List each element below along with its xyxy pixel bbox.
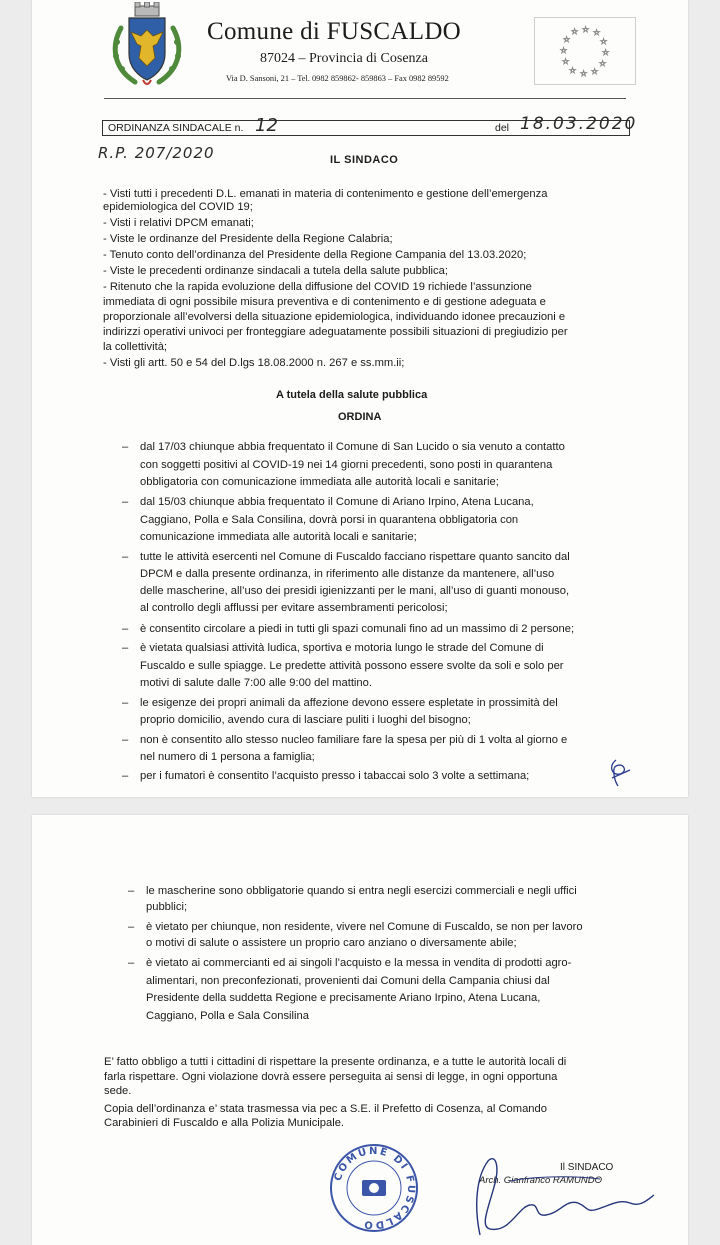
section-title: A tutela della salute pubblica [276,389,428,401]
order-line: per i fumatori è consentito l’acquisto presso i tabaccai solo 3 volte a settimana; [140,770,530,782]
premise-line: - Viste le ordinanze del Presidente della Regione Calabria; [103,233,393,245]
coat-of-arms-icon [107,2,187,90]
svg-text:☆: ☆ [593,28,601,37]
order-line: tutte le attività esercenti nel Comune di Fuscaldo facciano rispettare quanto sancito dal [140,551,570,563]
premise-line: proporzionale all’evolversi della situazione epidemiologica, individuando idonee precauzioni e [103,311,566,323]
eu-stars-icon [535,18,635,84]
commune-address: Via D. Sansoni, 21 – Tel. 0982 859862- 859863 – Fax 0982 89592 [226,74,449,83]
order-line: non è consentito allo stesso nucleo familiare fare la spesa per più di 1 volta al giorno e [140,734,568,746]
svg-text:☆: ☆ [569,66,577,75]
order-line: con soggetti positivi al COVID-19 nei 14 giorni precedenti, sono posti in quarantena [140,459,553,471]
list-bullet: – [128,921,135,933]
section-verb: ORDINA [338,411,382,423]
ordinance-box [102,114,638,136]
order-line: dal 15/03 chiunque abbia frequentato il Comune di Ariano Irpino, Atena Lucana, [140,496,534,508]
svg-text:☆: ☆ [600,37,608,46]
order-line: le mascherine sono obbligatorie quando si entra negli esercizi commerciali e negli uffici [146,885,577,897]
initials-mark [602,756,636,790]
premise-line: - Viste le precedenti ordinanze sindacali a tutela della salute pubblica; [103,265,448,277]
list-bullet: – [128,885,135,897]
svg-text:☆: ☆ [602,48,610,57]
svg-text:☆: ☆ [571,27,579,36]
closing-line: farla rispettare. Ogni violazione dovrà essere perseguita ai sensi di legge, in ogni opportuna [104,1071,558,1083]
order-line: nel numero di 1 persona a famiglia; [140,751,315,763]
premise-line: la collettività; [103,341,168,353]
document-page-1 [32,0,688,797]
order-line: Caggiano, Polla e Sala Consilina, dovrà porsi in quarantena obbligatoria con [140,514,519,526]
order-line: è vietato per chiunque, non residente, vivere nel Comune di Fuscaldo, se non per lavoro [146,921,583,933]
order-line: è vietato ai commercianti ed ai singoli l’acquisto e la messa in vendita di prodotti agro- [146,957,572,969]
svg-text:☆: ☆ [562,57,570,66]
commune-province: 87024 – Provincia di Cosenza [260,51,428,66]
ordinance-date-label: del [495,122,510,134]
commune-name: Comune di FUSCALDO [207,18,462,45]
order-line: o motivi di salute o assistere un proprio caro anziano o diversamente abile; [146,937,517,949]
list-bullet: – [122,551,129,563]
order-line: alimentari, non preconfezionati, provenienti dai Comuni della Campania chiusi dal [146,975,550,987]
order-line: dal 17/03 chiunque abbia frequentato il Comune di San Lucido o sia venuto a contatto [140,441,565,453]
svg-text:☆: ☆ [591,67,599,76]
signature-name: Arch. Gianfranco RAMUNDO [479,1175,603,1186]
stamp-text: COMUNE DI FUSCALDO [332,1145,417,1231]
closing-line: Copia dell’ordinanza e’ stata trasmessa via pec a S.E. il Prefetto di Cosenza, al Comando [104,1103,547,1115]
order-line: delle mascherine, all’uso dei presidi igienizzanti per le mani, all’uso di guanti monouso, [140,585,570,597]
ordinance-label: ORDINANZA SINDACALE n. [108,122,244,134]
order-line: DPCM e dalla presente ordinanza, in riferimento alle distanze da mantenere, all’uso [140,568,555,580]
order-line: pubblici; [146,901,188,913]
svg-text:☆: ☆ [582,25,590,34]
order-line: obbligatoria con comunicazione immediata alle autorità locali e sanitarie; [140,476,499,488]
order-line: al controllo degli afflussi per evitare assembramenti pericolosi; [140,602,448,614]
order-line: Caggiano, Polla e Sala Consilina [146,1010,309,1022]
premise-line: - Visti gli artt. 50 e 54 del D.lgs 18.08.2000 n. 267 e ss.mm.ii; [103,357,405,369]
premise-line: - Tenuto conto dell’ordinanza del Presidente della Regione Campania del 13.03.2020; [103,249,527,261]
order-line: proprio domicilio, avendo cura di lasciare puliti i luoghi del bisogno; [140,714,471,726]
header-divider [104,98,626,99]
handwritten-signature [470,1147,660,1239]
municipal-stamp [328,1142,420,1234]
premise-line: - Ritenuto che la rapida evoluzione della diffusione del COVID 19 richiede l’assunzione [103,281,532,293]
order-line: Presidente della suddetta Regione e precisamente Ariano Irpino, Atena Lucana, [146,992,541,1004]
svg-text:☆: ☆ [563,35,571,44]
document-heading: IL SINDACO [330,154,399,166]
premise-line: - Visti i relativi DPCM emanati; [103,217,254,229]
list-bullet: – [122,770,129,782]
list-bullet: – [122,441,129,453]
list-bullet: – [122,642,129,654]
svg-text:☆: ☆ [560,46,568,55]
premise-line: immediata di ogni possibile misura preventiva e di contenimento e di gestione adeguata e [103,296,546,308]
list-bullet: – [122,697,129,709]
order-line: è consentito circolare a piedi in tutti gli spazi comunali fino ad un massimo di 2 persone; [140,623,575,635]
order-line: le esigenze dei propri animali da affezione devono essere espletate in prossimità del [140,697,558,709]
order-line: Fuscaldo e sulle spiagge. Le predette attività possono essere svolte da soli e solo per [140,660,564,672]
svg-text:☆: ☆ [580,69,588,78]
protocol-number: R.P. 207/2020 [98,144,215,162]
signature-title: Il SINDACO [560,1162,614,1173]
ordinance-date: 18.03.2020 [520,114,638,134]
document-page-2 [32,815,688,1245]
premise-line: - Visti tutti i precedenti D.L. emanati in materia di contenimento e gestione dell’emergenza [103,188,548,200]
svg-text:☆: ☆ [599,59,607,68]
closing-line: Carabinieri di Fuscaldo e alla Polizia Municipale. [104,1117,345,1129]
eu-flag-logo [534,17,636,85]
closing-line: sede. [104,1085,132,1097]
list-bullet: – [122,734,129,746]
list-bullet: – [122,496,129,508]
order-line: motivi di salute dalle 7:00 alle 9:00 del mattino. [140,677,372,689]
premise-line: epidemiologica del COVID 19; [103,201,253,213]
list-bullet: – [122,623,129,635]
order-line: è vietata qualsiasi attività ludica, sportiva e motoria lungo le strade del Comune di [140,642,544,654]
ordinance-number: 12 [255,115,278,136]
order-line: comunicazione immediata alle autorità locali e sanitarie; [140,531,417,543]
premise-line: indirizzi operativi univoci per fronteggiare adeguatamente possibili situazioni di pregiudizio per [103,326,568,338]
closing-line: E’ fatto obbligo a tutti i cittadini di rispettare la presente ordinanza, e a tutte le autorità locali di [104,1056,567,1068]
list-bullet: – [128,957,135,969]
